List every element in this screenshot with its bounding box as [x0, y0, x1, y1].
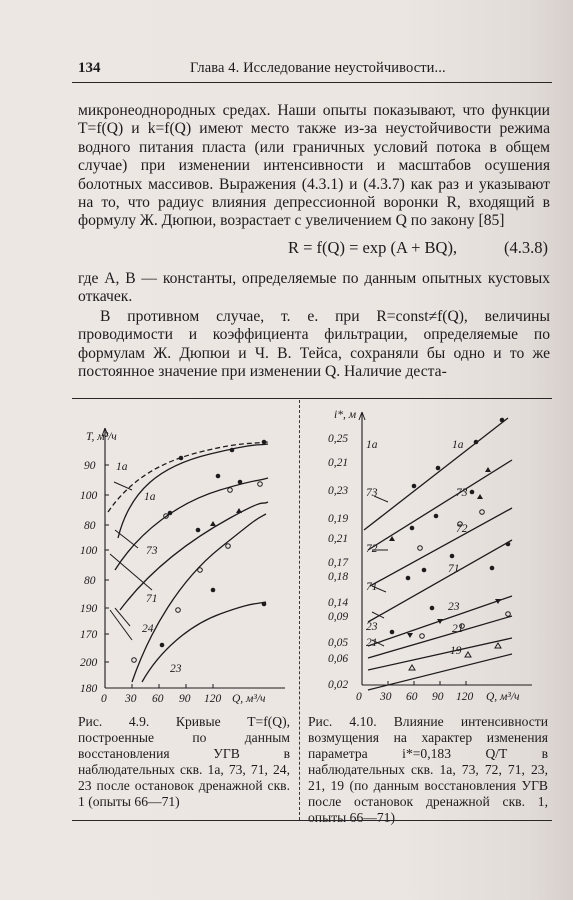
running-title: Глава 4. Исследование неустойчивости...: [190, 60, 446, 76]
left-x-tick: 0: [101, 693, 107, 705]
right-y-tick: 0,19: [328, 513, 349, 525]
right-y-tick: 0,21: [328, 533, 349, 545]
left-y-tick: 100: [80, 545, 98, 557]
equation-4-3-8: [78, 238, 548, 260]
left-y-tick: 80: [84, 520, 96, 532]
left-curve-label: 23: [170, 663, 182, 675]
left-curve-label: 71: [146, 593, 158, 605]
right-curve-label: 1a: [452, 439, 464, 451]
header-rule: [72, 82, 552, 83]
figure-4-10-plot: [312, 400, 552, 710]
running-header: [78, 58, 548, 82]
paragraph-1: микронеоднородных средах. Наши опыты показывают, что функции T=f(Q) и k=f(Q) имеют место также из-за неустойчивости режима водного питания пласта (или граничных условий потока в общем случае) при изменении интенсивности и масштабов осушения болотных массивов. Выражения (4.3.1) и (4.3.7) как раз и указывают на то, что радиус влияния депрессионной воронки R, входящий в формулу Ж. Дюпюи, возрастает с увеличением Q по закону [85]: [78, 102, 550, 230]
right-x-tick: 30: [380, 691, 392, 703]
left-y-tick: 90: [84, 460, 96, 472]
left-x-tick: 120: [204, 693, 222, 705]
paragraph-2: где A, B — константы, определяемые по данным опытных кустовых откачек.: [78, 270, 550, 306]
equation-formula: R = f(Q) = exp (A + BQ),: [288, 238, 458, 257]
left-y-tick: 190: [80, 603, 98, 615]
right-y-tick: 0,09: [328, 611, 349, 623]
right-curve-label: 21: [366, 637, 378, 649]
right-y-tick: 0,18: [328, 571, 349, 583]
equation-number: (4.3.8): [504, 238, 548, 257]
left-x-tick: 90: [179, 693, 191, 705]
paragraph-3: В противном случае, т. е. при R=const≠f(Q), величины проводимости и коэффициента фильтрации, определяемые по формулам Ж. Дюпюи и Ч. В. Тейса, сохраняли бы одно и то же постоянное значение при изменении Q. Наличие деста-: [78, 308, 550, 381]
right-curve-label: 72: [456, 523, 468, 535]
right-y-tick: 0,17: [328, 557, 349, 569]
left-y-tick: 170: [80, 629, 98, 641]
left-y-tick: 80: [84, 575, 96, 587]
right-curve-label: 21: [452, 623, 464, 635]
left-y-axis-label: T, м²/ч: [86, 431, 117, 443]
right-y-tick: 0,23: [328, 485, 349, 497]
left-curve-label: 73: [146, 545, 158, 557]
right-x-tick: 90: [432, 691, 444, 703]
left-x-axis-label: Q, м³/ч: [232, 693, 266, 705]
right-x-tick: 120: [456, 691, 474, 703]
left-y-tick: 180: [80, 683, 98, 695]
right-y-tick: 0,05: [328, 637, 349, 649]
right-x-tick: 60: [406, 691, 418, 703]
right-y-axis-label: i*, м: [334, 409, 357, 421]
figure-divider: [299, 400, 300, 820]
right-curve-label: 73: [456, 487, 468, 499]
right-curve-label: 71: [448, 563, 460, 575]
right-x-axis-label: Q, м³/ч: [486, 691, 520, 703]
figure-4-9-caption: Рис. 4.9. Кривые T=f(Q), построенные по данным восстановления УГВ в наблюдательных скв. 1а, 73, 71, 24, 23 после остановок дренажной скв. 1 (опыты 66—71): [78, 714, 290, 809]
left-y-tick: 200: [80, 657, 98, 669]
figure-4-9-plot: [70, 420, 292, 710]
left-x-tick: 30: [125, 693, 137, 705]
page-number: 134: [78, 60, 101, 76]
right-curve-label: 23: [448, 601, 460, 613]
right-y-tick: 0,21: [328, 457, 349, 469]
right-y-tick: 0,25: [328, 433, 349, 445]
right-curve-label: 73: [366, 487, 378, 499]
right-curve-label: 1a: [366, 439, 378, 451]
right-curve-label: 72: [366, 543, 378, 555]
left-curve-label: 1a: [116, 461, 128, 473]
right-curve-label: 19: [450, 645, 462, 657]
left-curve-label: 24: [142, 623, 154, 635]
right-y-tick: 0,02: [328, 679, 349, 691]
left-x-tick: 60: [152, 693, 164, 705]
right-y-tick: 0,06: [328, 653, 349, 665]
right-curve-label: 23: [366, 621, 378, 633]
figure-top-rule: [72, 398, 552, 399]
right-curve-label: 71: [366, 581, 378, 593]
right-y-tick: 0,14: [328, 597, 349, 609]
left-curve-label: 1a: [144, 491, 156, 503]
left-y-tick: 100: [80, 490, 98, 502]
figure-bottom-rule: [72, 820, 552, 821]
right-x-tick: 0: [356, 691, 362, 703]
figure-4-10-caption: Рис. 4.10. Влияние интенсивности возмущения на характер изменения параметра i*=0,183 Q/T в наблюдательных скв. 1а, 73, 72, 71, 23, 21, 19 (по данным восстановления УГВ после остановок дренажной скв. 1, опыты 66—71): [308, 714, 548, 825]
